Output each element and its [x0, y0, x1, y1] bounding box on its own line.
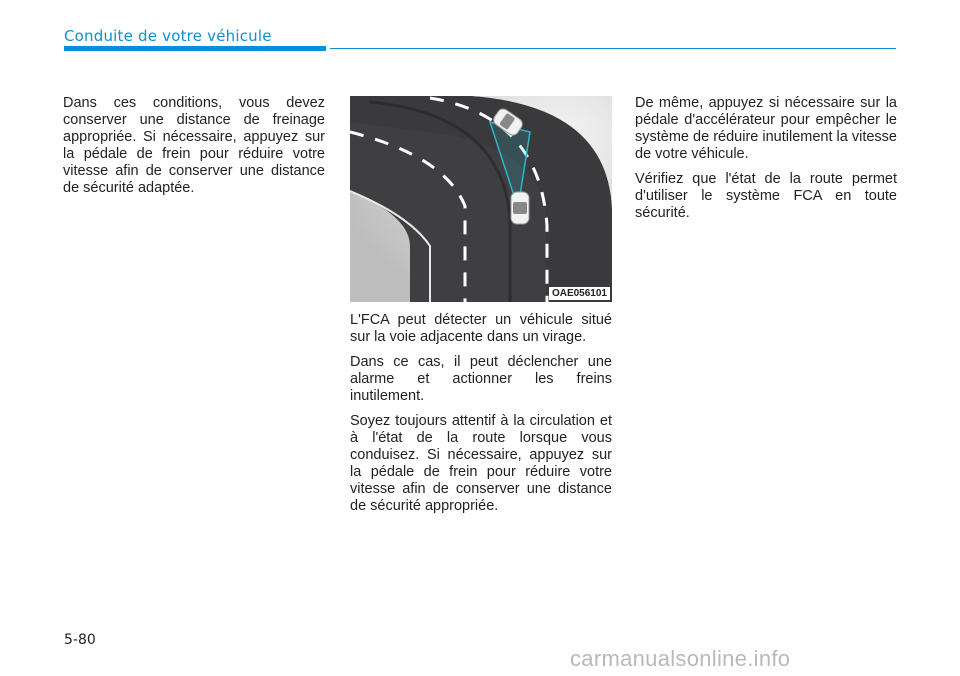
header-rule-thick — [64, 46, 326, 51]
page-number: 5-80 — [64, 632, 96, 648]
section-title: Conduite de votre véhicule — [64, 27, 272, 45]
paragraph: Vérifiez que l'état de la route permet d'utiliser le système FCA en toute sécurité. — [635, 171, 897, 221]
right-column — [635, 95, 897, 230]
paragraph: De même, appuyez si nécessaire sur la pédale d'accélérateur pour empêcher le système de réduire inutilement la vitesse de votre véhicule. — [635, 95, 897, 162]
watermark: carmanualsonline.info — [570, 646, 791, 671]
header-rule-thin — [330, 48, 896, 49]
curve-road-illustration — [350, 96, 612, 302]
paragraph: L'FCA peut détecter un véhicule situé sur la voie adjacente dans un virage. — [350, 312, 612, 345]
own-car-icon — [511, 192, 529, 224]
paragraph: Soyez toujours attentif à la circulation et à l'état de la route lorsque vous conduisez. Si nécessaire, appuyez sur la pédale de frein pour réduire votre vitesse afin de conserver une distance de sécurité appropriée. — [350, 413, 612, 514]
paragraph: Dans ce cas, il peut déclencher une alarme et actionner les freins inutilement. — [350, 354, 612, 404]
middle-column — [350, 312, 612, 523]
road-diagram — [350, 96, 612, 302]
left-column — [63, 95, 325, 205]
figure-code: OAE056101 — [549, 287, 610, 300]
paragraph: Dans ces conditions, vous devez conserver une distance de freinage appropriée. Si nécessaire, appuyez sur la pédale de frein pour réduire votre vitesse afin de conserver une distance de sécurité adaptée. — [63, 95, 325, 196]
